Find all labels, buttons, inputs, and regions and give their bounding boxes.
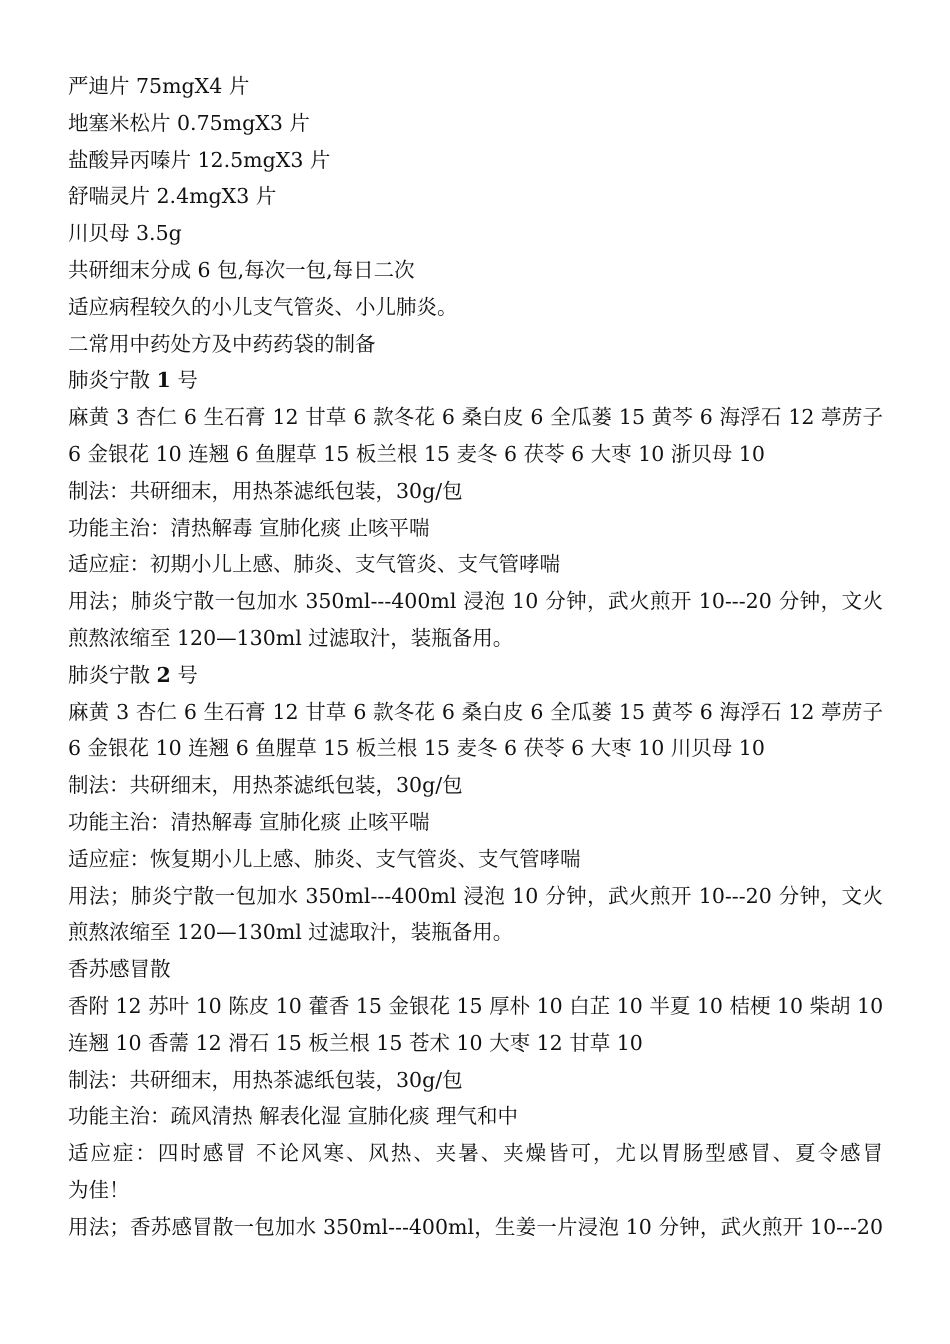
usage-line: 煎熬浓缩至 120—130ml 过滤取汁，装瓶备用。 xyxy=(68,625,514,650)
ingredients-line: 连翘 10 香薷 12 滑石 15 板兰根 15 苍术 10 大枣 12 甘草 10 xyxy=(68,1030,643,1055)
indication-line: 适应症：初期小儿上感、肺炎、支气管炎、支气管哮喘 xyxy=(68,552,560,577)
formula-title-2-number: 2 xyxy=(156,662,171,687)
formula-title-2-suffix: 号 xyxy=(170,662,198,687)
usage-line: 煎熬浓缩至 120—130ml 过滤取汁，装瓶备用。 xyxy=(68,920,514,945)
text-line: 舒喘灵片 2.4mgX3 片 xyxy=(68,184,277,209)
function-line: 功能主治：清热解毒 宣肺化痰 止咳平喘 xyxy=(68,809,430,834)
usage-line: 用法；香苏感冒散一包加水 350ml---400ml，生姜一片浸泡 10 分钟，武火煎开 10---20 xyxy=(68,1214,883,1239)
formula-title-3: 香苏感冒散 xyxy=(68,957,171,982)
preparation-line: 制法：共研细末，用热茶滤纸包装，30g/包 xyxy=(68,1067,463,1092)
preparation-line: 制法：共研细末，用热茶滤纸包装，30g/包 xyxy=(68,478,463,503)
formula-title-2-prefix: 肺炎宁散 xyxy=(68,662,157,687)
indication-line: 适应症：恢复期小儿上感、肺炎、支气管炎、支气管哮喘 xyxy=(68,846,581,871)
function-line: 功能主治：疏风清热 解表化湿 宣肺化痰 理气和中 xyxy=(68,1104,519,1129)
formula-title-1 xyxy=(68,362,883,399)
document-body xyxy=(68,68,883,1246)
ingredients-line: 6 金银花 10 连翘 6 鱼腥草 15 板兰根 15 麦冬 6 茯苓 6 大枣 10 川贝母 10 xyxy=(68,736,765,761)
text-line: 严迪片 75mgX4 片 xyxy=(68,74,250,98)
formula-title-1-suffix: 号 xyxy=(170,368,198,393)
text-line: 地塞米松片 0.75mgX3 片 xyxy=(68,110,310,135)
formula-title-1-prefix: 肺炎宁散 xyxy=(68,368,157,393)
function-line: 功能主治：清热解毒 宣肺化痰 止咳平喘 xyxy=(68,515,430,540)
indication-line: 适应症：四时感冒 不论风寒、风热、夹暑、夹燥皆可，尤以胃肠型感冒、夏令感冒 xyxy=(68,1141,883,1166)
ingredients-line: 麻黄 3 杏仁 6 生石膏 12 甘草 6 款冬花 6 桑白皮 6 全瓜蒌 15 黄芩 6 海浮石 12 葶苈子 xyxy=(68,699,883,724)
ingredients-line: 香附 12 苏叶 10 陈皮 10 藿香 15 金银花 15 厚朴 10 白芷 10 半夏 10 桔梗 10 柴胡 10 xyxy=(68,993,883,1018)
text-line: 盐酸异丙嗪片 12.5mgX3 片 xyxy=(68,147,331,172)
indication-line: 为佳！ xyxy=(68,1177,130,1202)
text-line: 共研细末分成 6 包,每次一包,每日二次 xyxy=(68,257,415,282)
text-line: 适应病程较久的小儿支气管炎、小儿肺炎。 xyxy=(68,294,458,319)
usage-line: 用法；肺炎宁散一包加水 350ml---400ml 浸泡 10 分钟，武火煎开 10---20 分钟，文火 xyxy=(68,883,883,908)
formula-title-2 xyxy=(68,657,883,694)
usage-line: 用法；肺炎宁散一包加水 350ml---400ml 浸泡 10 分钟，武火煎开 10---20 分钟，文火 xyxy=(68,589,883,614)
formula-title-1-number: 1 xyxy=(156,368,171,393)
ingredients-line: 6 金银花 10 连翘 6 鱼腥草 15 板兰根 15 麦冬 6 茯苓 6 大枣 10 浙贝母 10 xyxy=(68,441,765,466)
preparation-line: 制法：共研细末，用热茶滤纸包装，30g/包 xyxy=(68,773,463,798)
text-line: 川贝母 3.5g xyxy=(68,221,182,246)
ingredients-line: 麻黄 3 杏仁 6 生石膏 12 甘草 6 款冬花 6 桑白皮 6 全瓜蒌 15 黄芩 6 海浮石 12 葶苈子 xyxy=(68,405,883,430)
section-heading: 二常用中药处方及中药药袋的制备 xyxy=(68,331,376,356)
